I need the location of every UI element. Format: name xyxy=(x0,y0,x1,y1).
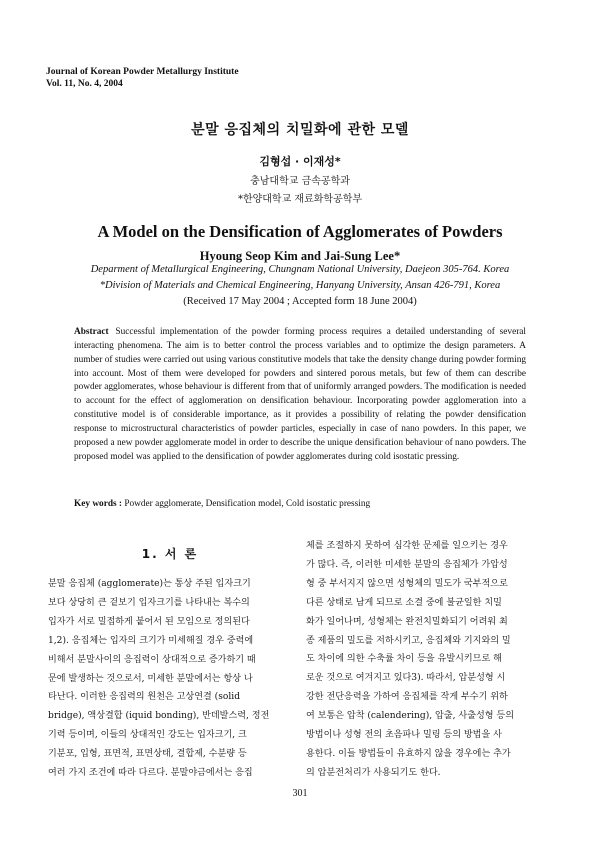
korean-affiliation-2: *한양대학교 재료화학공학부 xyxy=(237,194,363,205)
journal-name: Journal of Korean Powder Metallurgy Institute xyxy=(46,67,239,77)
body-line: 기력 등이며, 이들의 상대적인 강도는 입자크기, 크 xyxy=(48,730,247,741)
korean-affiliation-1: 충남대학교 금속공학과 xyxy=(250,176,350,187)
body-line: 문에 발생하는 것으로서, 미세한 분말에서는 항상 나 xyxy=(48,673,253,684)
body-line: 입자가 서로 밀접하게 붙어서 된 모임으로 정의된다 xyxy=(48,616,250,627)
received-dates: (Received 17 May 2004 ; Accepted form 18 June 2004) xyxy=(183,296,417,307)
korean-authors: 김형섭 · 이재성* xyxy=(259,155,341,168)
keywords-text: Powder agglomerate, Densification model, Cold isostatic pressing xyxy=(124,499,371,509)
body-column-right xyxy=(306,537,556,783)
korean-title: 분말 응집체의 치밀화에 관한 모델 xyxy=(191,122,409,138)
journal-volume: Vol. 11, No. 4, 2004 xyxy=(46,79,123,89)
body-line: bridge), 액상결합 (iquid bonding), 반데발스력, 정전 xyxy=(48,711,270,722)
abstract-label: Abstract xyxy=(74,327,109,337)
english-title: A Model on the Densification of Agglomerates of Powders xyxy=(97,222,503,241)
page-number: 301 xyxy=(292,788,308,799)
body-line: 1,2). 응집체는 입자의 크기가 미세해질 경우 중력에 xyxy=(48,635,254,646)
body-line: 여 보통은 압착 (calendering), 압출, 사출성형 등의 xyxy=(306,711,515,722)
body-line: 용한다. 이들 방법들이 유효하지 않을 경우에는 추가 xyxy=(306,748,511,759)
section-heading: 1. 서 론 xyxy=(141,547,199,561)
body-line: 형 중 부서지지 않으면 성형체의 밀도가 국부적으로 xyxy=(306,578,508,589)
body-line: 로운 것으로 여겨지고 있다3). 따라서, 압분성형 시 xyxy=(306,673,506,684)
body-line: 보다 상당히 큰 겉보기 입자크기를 나타내는 복수의 xyxy=(48,597,250,608)
body-line: 의 압분전처리가 사용되기도 한다. xyxy=(306,767,441,778)
keywords-label: Key words : xyxy=(74,499,123,509)
body-line: 방법이나 성형 전의 초음파나 밀링 등의 방법을 사 xyxy=(306,730,502,741)
body-line: 타난다. 이러한 응집력의 원천은 고상연결 (solid xyxy=(48,692,241,703)
body-line: 기분포, 입형, 표면적, 표면상태, 결합제, 수분량 등 xyxy=(48,749,247,760)
abstract xyxy=(74,326,526,464)
body-line: 강한 전단응력을 가하여 응집체를 작게 부수기 위하 xyxy=(306,692,508,703)
english-authors: Hyoung Seop Kim and Jai-Sung Lee* xyxy=(199,249,401,263)
journal-header xyxy=(46,66,239,90)
body-line: 분말 응집체 (agglomerate)는 통상 주된 입자크기 xyxy=(48,579,251,589)
keywords xyxy=(74,499,534,509)
body-column-left xyxy=(48,575,298,783)
english-affiliation-2: *Division of Materials and Chemical Engineering, Hanyang University, Ansan 426-791, Korea xyxy=(99,280,501,291)
body-line: 화가 일어나며, 성형체는 완전치밀화되기 어려워 최 xyxy=(306,616,508,627)
body-line: 가 많다. 즉, 이러한 미세한 분말의 응집체가 가압성 xyxy=(306,559,508,570)
english-affiliation-1: Deparment of Metallurgical Engineering, Chungnam National University, Daejeon 305-764. Korea xyxy=(90,264,510,275)
abstract-text: Successful implementation of the powder forming process requires a detailed understanding of several interacting phenomena. The aim is to better control the process variables and to optimize the design parameters. A number of studies were carried out using various constitutive models that take the density change during powder forming into account. Most of them were developed for powders and sintered porous metals, but few of them can describe powder agglomerates, whose behaviour is different from that of uniformly arranged powders. The modification is needed to account for the effect of agglomeration on densification behaviour. Incorporating powder agglomeration into a constitutive model is of considerable importance, as it provides a possibility of relating the powder densification response to microstructural characteristics of powder particles, especially in case of nano powders. In this paper, we proposed a new powder agglomerate model in order to describe the unique densification behaviour of nano powders. The proposed model was applied to the densification of powder agglomerates during cold isostatic pressing. xyxy=(74,327,526,462)
body-line: 여러 가지 조건에 따라 다르다. 분말야금에서는 응집 xyxy=(48,768,253,779)
body-line: 도 차이에 의한 수축률 차이 등을 유발시키므로 해 xyxy=(306,654,502,665)
body-line: 다른 상태로 남게 되므로 소결 중에 불균일한 치밀 xyxy=(306,597,502,608)
body-line: 종 제품의 밀도를 저하시키고, 응집체와 기지와의 밀 xyxy=(306,635,511,646)
body-line: 체를 조절하지 못하여 심각한 문제를 일으키는 경우 xyxy=(306,541,508,551)
body-line: 비해서 분말사이의 응집력이 상대적으로 증가하기 때 xyxy=(48,654,256,665)
